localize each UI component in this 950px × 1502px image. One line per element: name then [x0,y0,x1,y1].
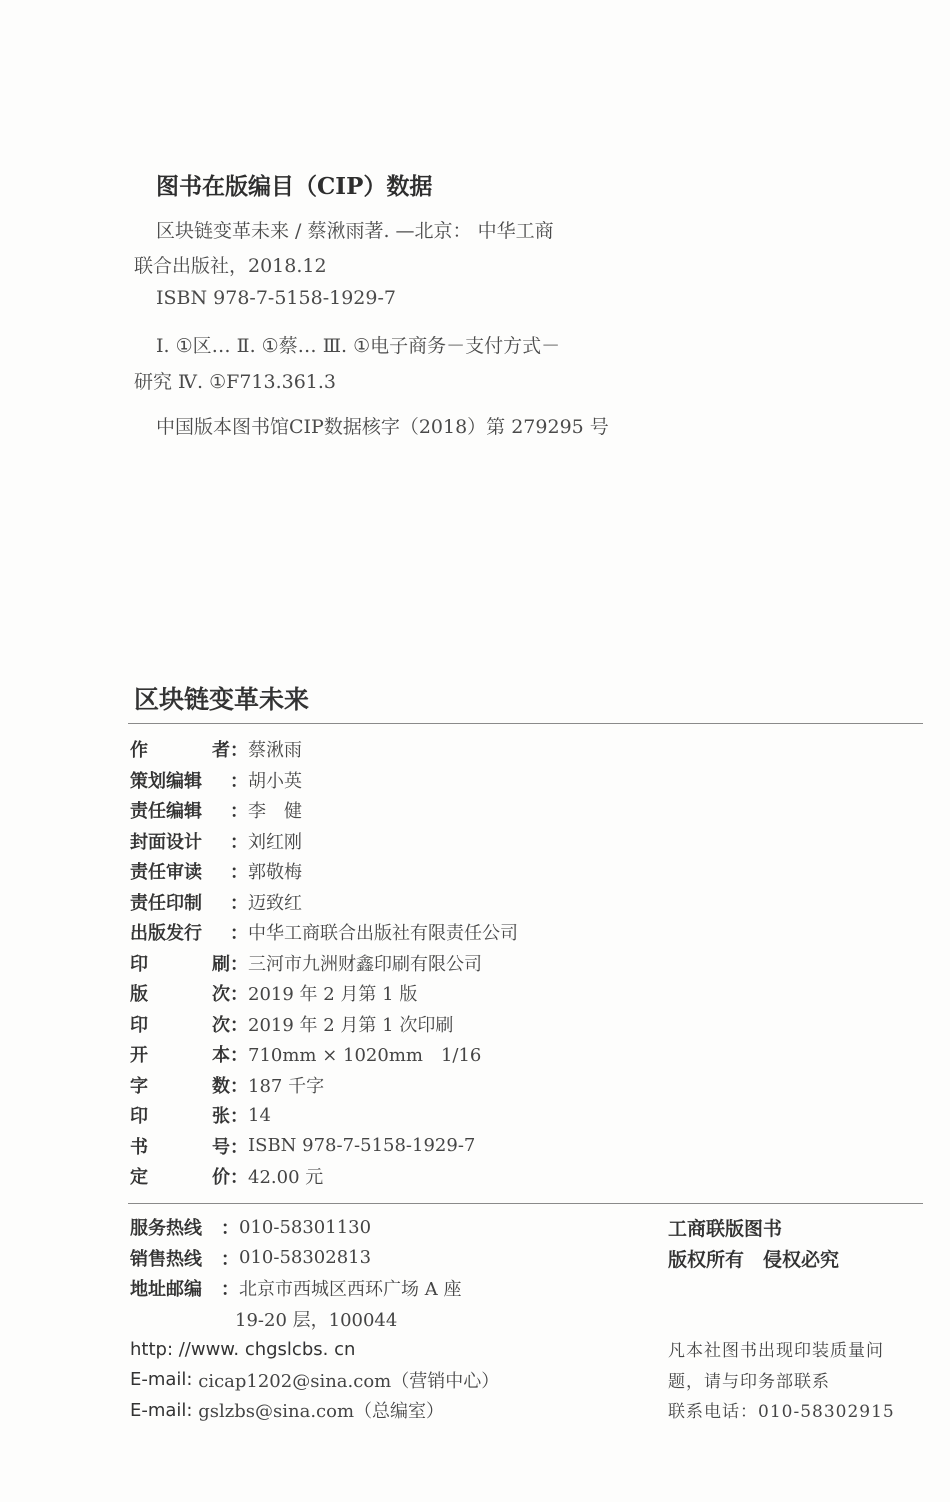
credit-value: 迈致红 [248,892,302,914]
credit-value: 710mm × 1020mm 1/16 [248,1045,482,1067]
address-line-1: 北京市西城区西环广场 A 座 [239,1279,462,1301]
credit-label [130,736,230,762]
cip-line-2: 联合出版社，2018.12 [134,255,327,277]
colon: ： [230,1014,248,1036]
credit-row [130,1070,518,1101]
credit-label-part: 次 [212,984,230,1006]
credit-label-part: 责任印制 [130,892,202,914]
credit-value: 蔡湫雨 [248,740,302,762]
credit-label-part: 作 [130,740,148,762]
credit-label [130,828,230,854]
colon: ： [221,1218,239,1240]
credit-value: 187 千字 [248,1075,325,1097]
credit-label-part: 号 [212,1136,230,1158]
service-hotline-row [130,1212,499,1243]
credit-label [130,950,230,976]
credit-row [130,1100,518,1131]
credit-value: 2019 年 2 月第 1 次印刷 [248,1014,454,1036]
credit-label-part: 次 [212,1014,230,1036]
credit-value: ISBN 978-7-5158-1929-7 [248,1135,476,1157]
credit-label [130,980,230,1006]
colon: ： [230,831,248,853]
credit-label-part: 张 [212,1106,230,1128]
credit-row [130,734,518,765]
credit-value: 2019 年 2 月第 1 版 [248,984,418,1006]
credit-label-part: 印 [130,1106,148,1128]
credit-label-part: 字 [130,1075,148,1097]
credit-value: 42.00 元 [248,1167,324,1189]
quality-note [668,1336,895,1428]
credit-row [130,856,518,887]
credit-label-part: 责任编辑 [130,801,202,823]
colon: ： [230,770,248,792]
credit-label [130,889,230,915]
credit-label-part: 者 [212,740,230,762]
sales-hotline: 010-58302813 [239,1247,372,1269]
copyright-block [668,1214,839,1276]
cip-verification: 中国版本图书馆CIP数据核字（2018）第 279295 号 [156,416,609,438]
sales-hotline-label: 销售热线 [130,1248,202,1270]
credit-label [130,919,230,945]
colon: ： [230,862,248,884]
credit-value: 三河市九洲财鑫印刷有限公司 [248,953,482,975]
credit-row [130,978,518,1009]
credit-value: 郭敬梅 [248,862,302,884]
quality-note-line-1: 凡本社图书出现印装质量问 [668,1341,884,1361]
copyright-notice: 版权所有 侵权必究 [668,1249,840,1271]
colon: ： [230,740,248,762]
credit-row [130,1039,518,1070]
credit-label-part: 开 [130,1045,148,1067]
colon: ： [230,1167,248,1189]
cip-classification-2: 研究 Ⅳ. ①F713.361.3 [134,371,337,393]
credit-label-part: 书 [130,1136,148,1158]
book-title: 区块链变革未来 [134,685,310,714]
credit-label-part: 印 [130,953,148,975]
quality-note-line-3: 联系电话：010-58302915 [668,1402,895,1422]
credit-label-part: 印 [130,1014,148,1036]
colon: ： [221,1279,239,1301]
email-marketing[interactable]: cicap1202@sina.com（营销中心） [198,1370,500,1392]
address-row [130,1273,499,1304]
address-label: 地址邮编 [130,1279,202,1301]
credit-value: 李 健 [248,801,302,823]
address-row-2 [130,1304,499,1335]
credit-label-part: 本 [212,1045,230,1067]
credit-row [130,917,518,948]
credit-label-part: 封面设计 [130,831,202,853]
service-hotline-label: 服务热线 [130,1218,202,1240]
credit-label [130,1102,230,1128]
credit-value: 中华工商联合出版社有限责任公司 [248,923,518,945]
colon: ： [230,892,248,914]
email-label: E-mail: [130,1399,193,1421]
credit-row [130,887,518,918]
credit-row [130,1131,518,1162]
credit-label [130,1133,230,1159]
credit-label [130,1011,230,1037]
credit-label [130,797,230,823]
credit-label-part: 数 [212,1075,230,1097]
service-info [130,1212,499,1426]
colon: ： [230,1045,248,1067]
credit-label [130,858,230,884]
email-label: E-mail: [130,1369,193,1391]
website-link[interactable]: http: //www. chgslcbs. cn [130,1338,356,1360]
colon: ： [230,984,248,1006]
email-editorial[interactable]: gslzbs@sina.com（总编室） [198,1401,445,1423]
credit-label [130,1163,230,1189]
credit-value: 胡小英 [248,770,302,792]
credit-value: 14 [248,1104,271,1126]
credit-label [130,1072,230,1098]
colon: ： [230,953,248,975]
website-row [130,1334,499,1365]
cip-isbn: ISBN 978-7-5158-1929-7 [156,287,396,309]
credits-list [130,734,518,1192]
service-hotline: 010-58301130 [239,1216,372,1238]
credit-row [130,948,518,979]
credit-value: 刘红刚 [248,831,302,853]
credit-label-part: 版 [130,984,148,1006]
colon: ： [230,1106,248,1128]
credit-row [130,1009,518,1040]
bottom-divider [128,1203,923,1204]
credit-row [130,826,518,857]
credit-label-part: 出版发行 [130,923,202,945]
credit-row [130,795,518,826]
publisher-brand: 工商联版图书 [668,1218,783,1240]
quality-note-line-2: 题，请与印务部联系 [668,1371,830,1392]
address-line-2: 19-20 层，100044 [235,1309,398,1331]
credit-label-part: 刷 [212,953,230,975]
credit-label-part: 策划编辑 [130,770,202,792]
email-row-1 [130,1365,499,1396]
top-divider [128,723,923,724]
colon: ： [230,1075,248,1097]
credit-label [130,1041,230,1067]
colon: ： [230,1136,248,1158]
credit-row [130,765,518,796]
colon: ： [221,1248,239,1270]
credit-label-part: 定 [130,1167,148,1189]
credit-label-part: 价 [212,1167,230,1189]
email-row-2 [130,1395,499,1426]
credit-label-part: 责任审读 [130,862,202,884]
credit-row [130,1161,518,1192]
cip-line-1: 区块链变革未来 / 蔡湫雨著. —北京： 中华工商 [156,220,554,242]
sales-hotline-row [130,1243,499,1274]
cip-classification-1: Ⅰ. ①区… Ⅱ. ①蔡… Ⅲ. ①电子商务－支付方式－ [156,335,561,357]
colon: ： [230,923,248,945]
credit-label [130,767,230,793]
colon: ： [230,801,248,823]
cip-heading: 图书在版编目（CIP）数据 [156,173,433,200]
